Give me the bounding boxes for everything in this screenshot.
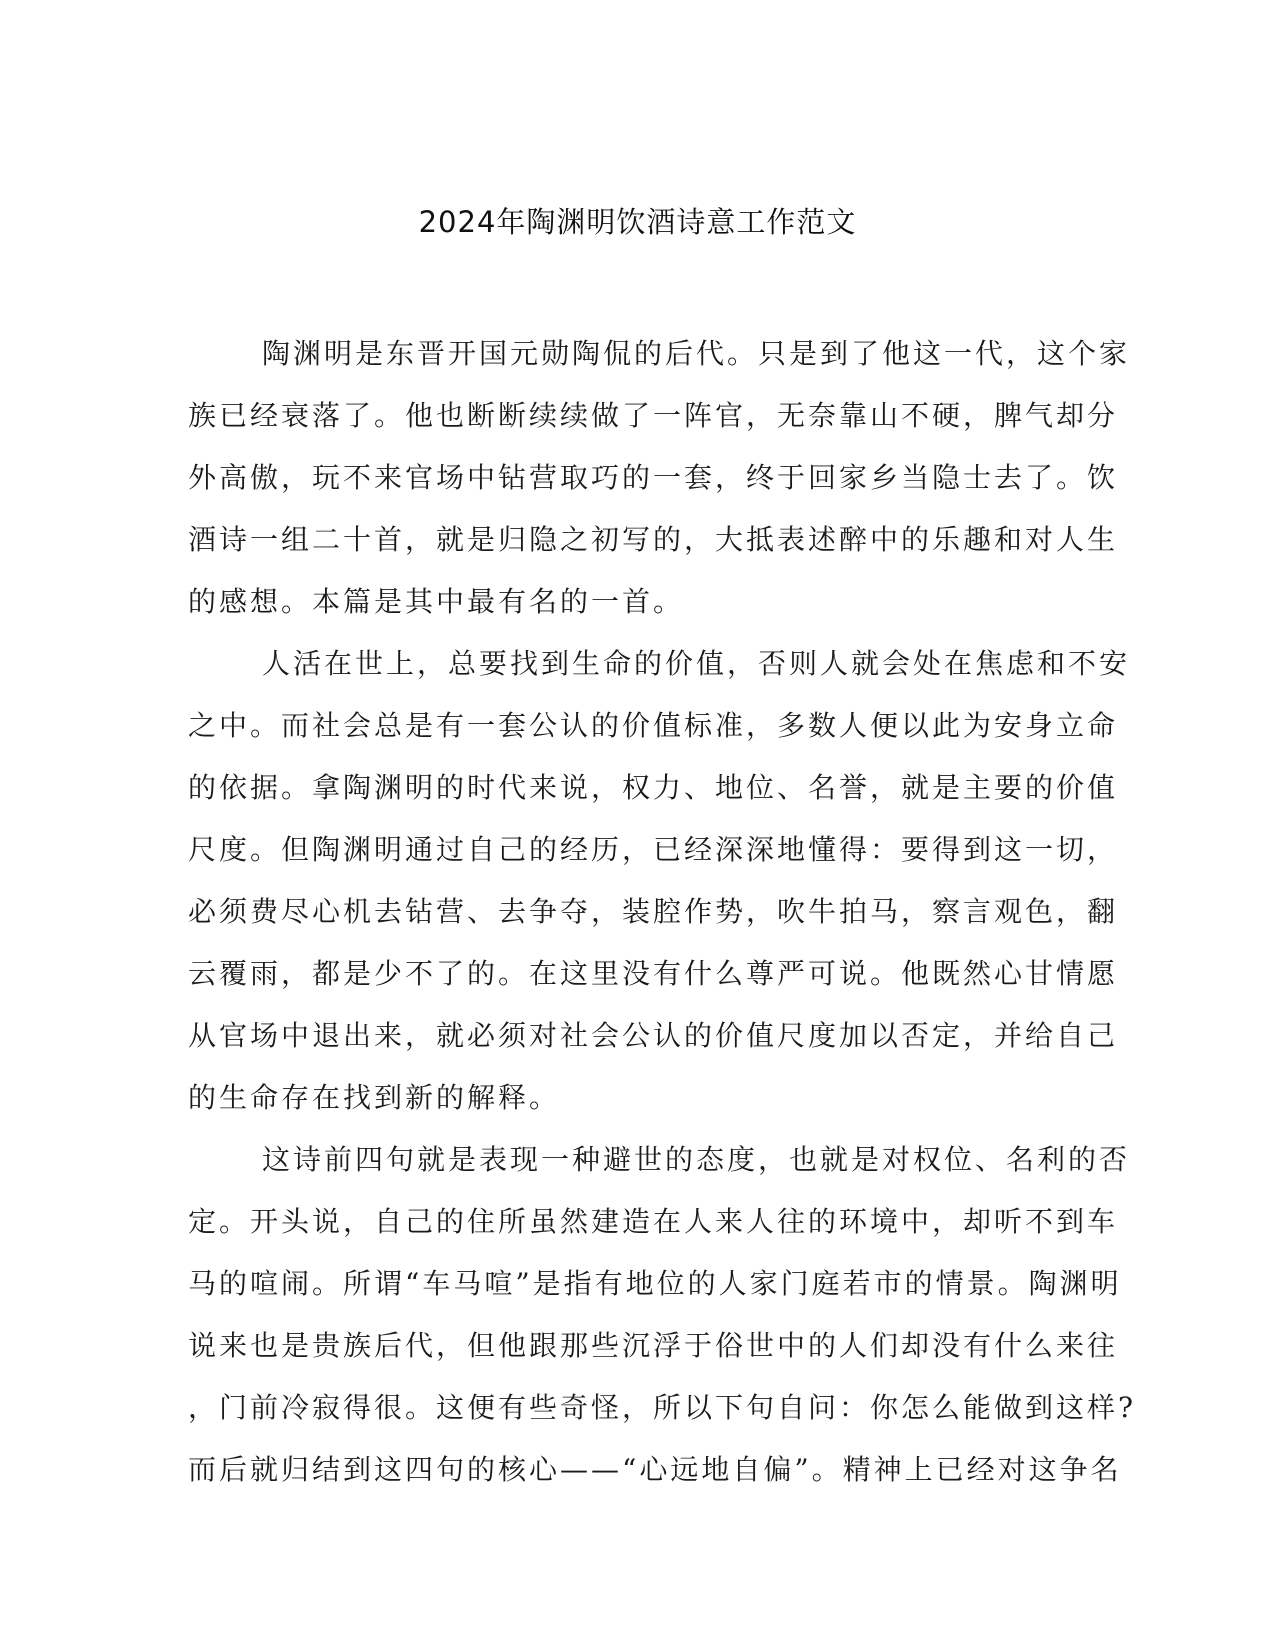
- document-body: [188, 330, 1137, 1508]
- paragraph-2-line: 必须费尽心机去钻营、去争夺，装腔作势，吹牛拍马，察言观色，翻: [188, 895, 1119, 928]
- page-title: 2024年陶渊明饮酒诗意工作范文: [418, 205, 857, 239]
- paragraph-1-line: 外高傲，玩不来官场中钻营取巧的一套，终于回家乡当隐士去了。饮: [188, 461, 1119, 494]
- paragraph-3-line: 而后就归结到这四句的核心——“心远地自偏”。精神上已经对这争名: [188, 1453, 1122, 1486]
- paragraph-1-line: 陶渊明是东晋开国元勋陶侃的后代。只是到了他这一代，这个家: [262, 337, 1131, 370]
- paragraph-2-line: 人活在世上，总要找到生命的价值，否则人就会处在焦虑和不安: [262, 647, 1131, 680]
- paragraph-2-line: 从官场中退出来，就必须对社会公认的价值尺度加以否定，并给自己: [188, 1019, 1119, 1052]
- paragraph-3-line: 定。开头说，自己的住所虽然建造在人来人往的环境中，却听不到车: [188, 1205, 1119, 1238]
- paragraph-1-line: 酒诗一组二十首，就是归隐之初写的，大抵表述醉中的乐趣和对人生: [188, 523, 1119, 556]
- paragraph-2-line: 云覆雨，都是少不了的。在这里没有什么尊严可说。他既然心甘情愿: [188, 957, 1119, 990]
- paragraph-1-line: 的感想。本篇是其中最有名的一首。: [188, 585, 685, 618]
- paragraph-1-line: 族已经衰落了。他也断断续续做了一阵官，无奈靠山不硬，脾气却分: [188, 399, 1119, 432]
- paragraph-3-line: ，门前冷寂得很。这便有些奇怪，所以下句自问：你怎么能做到这样?: [188, 1391, 1137, 1424]
- paragraph-2-line: 之中。而社会总是有一套公认的价值标准，多数人便以此为安身立命: [188, 709, 1119, 742]
- paragraph-2-line: 的依据。拿陶渊明的时代来说，权力、地位、名誉，就是主要的价值: [188, 771, 1119, 804]
- paragraph-3-line: 这诗前四句就是表现一种避世的态度，也就是对权位、名利的否: [262, 1143, 1131, 1176]
- paragraph-3-line: 说来也是贵族后代，但他跟那些沉浮于俗世中的人们却没有什么来往: [188, 1329, 1119, 1362]
- paragraph-2-line: 的生命存在找到新的解释。: [188, 1081, 561, 1114]
- paragraph-2-line: 尺度。但陶渊明通过自己的经历，已经深深地懂得：要得到这一切，: [188, 833, 1119, 866]
- paragraph-3-line: 马的喧闹。所谓“车马喧”是指有地位的人家门庭若市的情景。陶渊明: [188, 1267, 1122, 1300]
